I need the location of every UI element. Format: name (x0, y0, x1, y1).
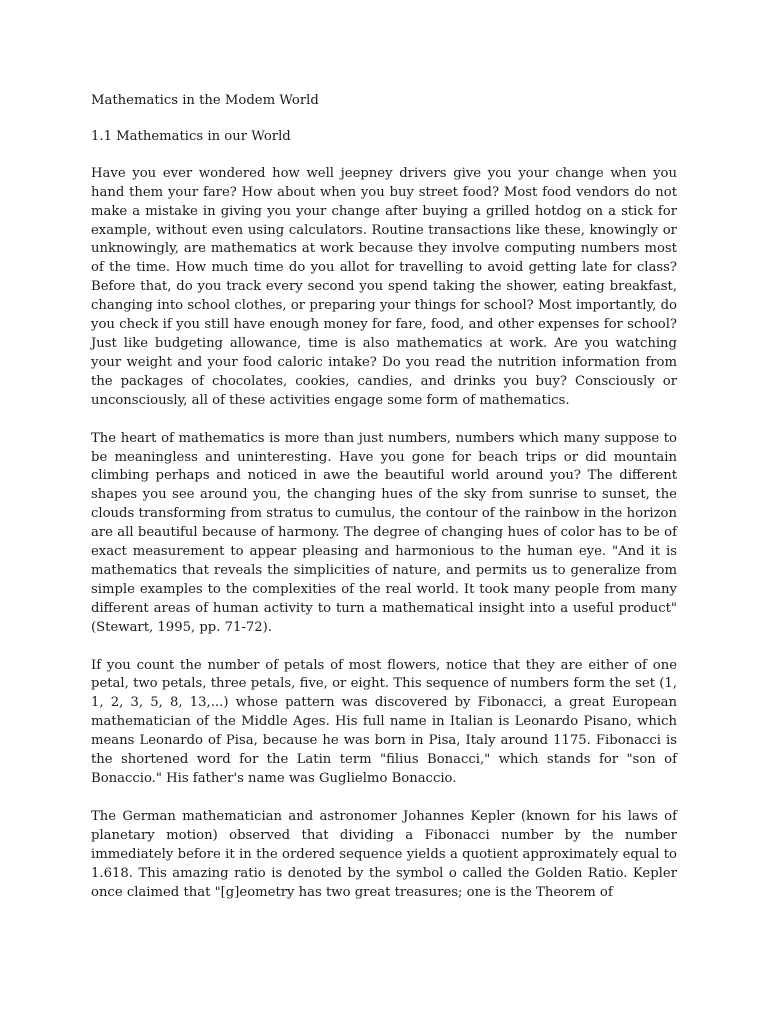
paragraph-everyday-math: Have you ever wondered how well jeepney drivers give you your change when you hand them your fare? How about when you buy street food? Most food vendors do not make a mistake in giving you your change after buying a grilled hotdog on a stick for example, without even using calculators. Routine transactions like these, knowingly or unknowingly, are mathematics at work because they involve computing numbers most of the time. How much time do you allot for travelling to avoid getting late for class? Before that, do you track every second you spend taking the shower, eating breakfast, changing into school clothes, or preparing your things for school? Most importantly, do you check if you still have enough money for fare, food, and other expenses for school? Just like budgeting allowance, time is also mathematics at work. Are you watching your weight and your food caloric intake? Do you read the nutrition information from the packages of chocolates, cookies, candies, and drinks you buy? Consciously or unconsciously, all of these activities engage some form of mathematics. (91, 165, 677, 408)
paragraph-golden-ratio: The German mathematician and astronomer Johannes Kepler (known for his laws of planetary motion) observed that dividing a Fibonacci number by the number immediately before it in the ordered sequence yields a quotient approximately equal to 1.618. This amazing ratio is denoted by the symbol o called the Golden Ratio. Kepler once claimed that "[g]eometry has two great treasures; one is the Theorem of (91, 808, 677, 900)
paragraph-heart-of-mathematics: The heart of mathematics is more than just numbers, numbers which many suppose to be meaningless and uninteresting. Have you gone for beach trips or did mountain climbing perhaps and noticed in awe the beautiful world around you? The different shapes you see around you, the changing hues of the sky from sunrise to sunset, the clouds transforming from stratus to cumulus, the contour of the rainbow in the horizon are all beautiful because of harmony. The degree of changing hues of color has to be of exact measurement to appear pleasing and harmonious to the human eye. "And it is mathematics that reveals the simplicities of nature, and permits us to generalize from simple examples to the complexities of the real world. It took many people from many different areas of human activity to turn a mathematical insight into a useful product" (Stewart, 1995, pp. 71-72). (91, 430, 677, 635)
section-heading: 1.1 Mathematics in our World (91, 128, 291, 144)
paragraph-fibonacci: If you count the number of petals of most flowers, notice that they are either of one petal, two petals, three petals, five, or eight. This sequence of numbers form the set (1, 1, 2, 3, 5, 8, 13,...) whose pattern was discovered by Fibonacci, a great European mathematician of the Middle Ages. His full name in Italian is Leonardo Pisano, which means Leonardo of Pisa, because he was born in Pisa, Italy around 1175. Fibonacci is the shortened word for the Latin term "filius Bonacci," which stands for "son of Bonaccio." His father's name was Guglielmo Bonaccio. (91, 657, 677, 786)
document-title: Mathematics in the Modem World (91, 93, 319, 108)
